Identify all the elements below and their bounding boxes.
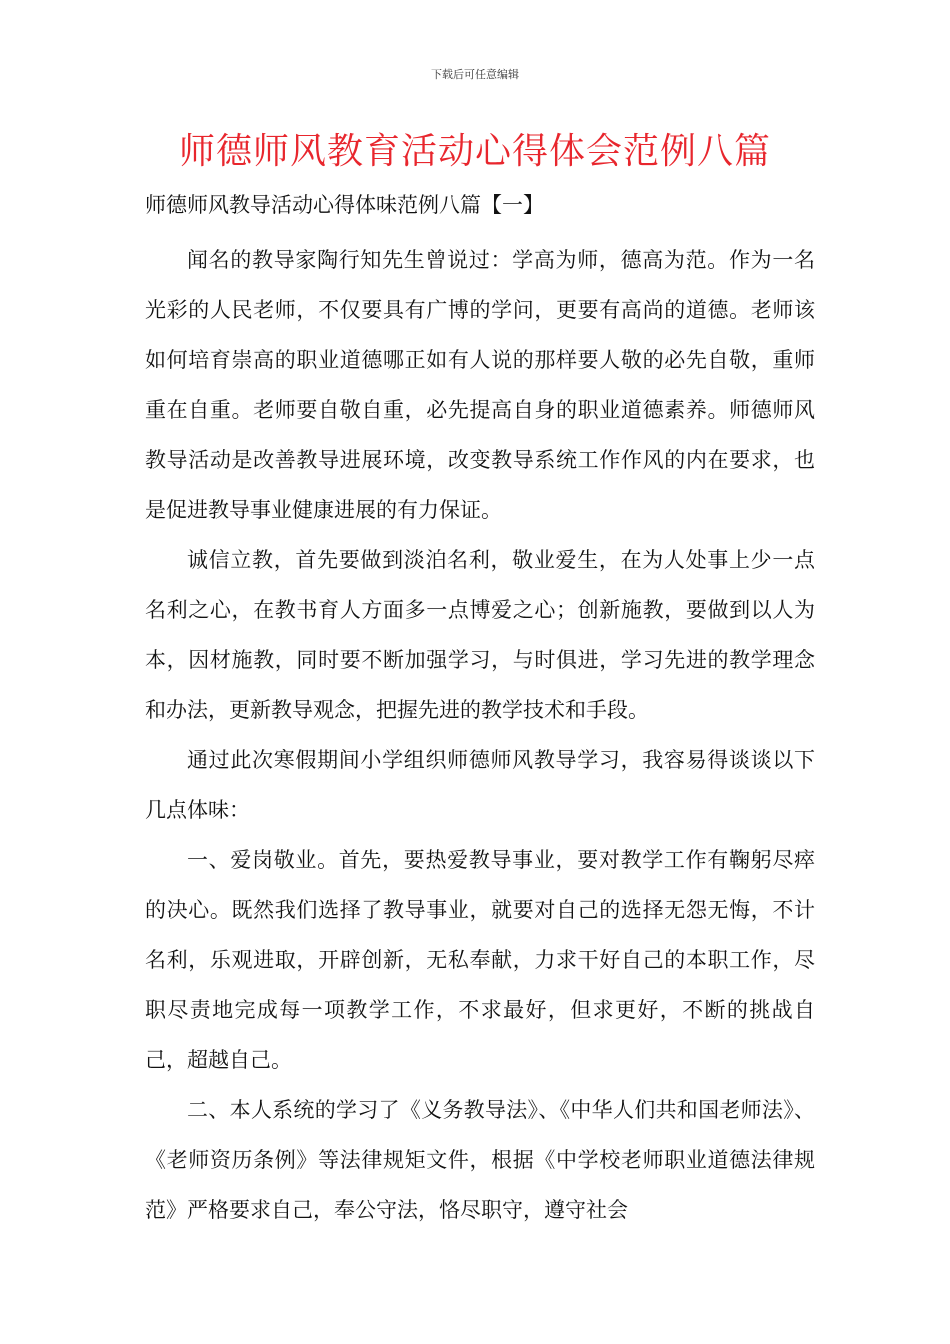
header-note: 下载后可任意编辑 (431, 68, 519, 81)
paragraph-4: 一、爱岗敬业。首先，要热爱教导事业，要对教学工作有鞠躬尽瘁的决心。既然我们选择了教导事业，就要对自己的选择无怨无悔，不计名利，乐观进取，开辟创新，无私奉献，力求干好自己的本职工作，尽职尽责地完成每一项教学工作，不求最好，但求更好，不断的挑战自己，超越自己。 (145, 848, 815, 1072)
paragraph-5: 二、本人系统的学习了《义务教导法》、《中华人们共和国老师法》、《老师资历条例》等法律规矩文件，根据《中学校老师职业道德法律规范》严格要求自己，奉公守法，恪尽职守，遵守社会 (145, 1098, 815, 1222)
paragraph-2: 诚信立教，首先要做到淡泊名利，敬业爱生，在为人处事上少一点名利之心，在教书育人方面多一点博爱之心；创新施教，要做到以人为本，因材施教，同时要不断加强学习，与时俱进，学习先进的教学理念和办法，更新教导观念，把握先进的教学技术和手段。 (145, 548, 815, 722)
document-body (145, 180, 815, 1235)
paragraph-1: 闻名的教导家陶行知先生曾说过：学高为师，德高为范。作为一名光彩的人民老师，不仅要具有广博的学问，更要有高尚的道德。老师该如何培育崇高的职业道德哪正如有人说的那样要人敬的必先自敬，重师重在自重。老师要自敬自重，必先提高自身的职业道德素养。师德师风教导活动是改善教导进展环境，改变教导系统工作作风的内在要求，也是促进教导事业健康进展的有力保证。 (145, 248, 815, 522)
document-title: 师德师风教育活动心得体会范例八篇 (178, 131, 771, 172)
paragraph-3: 通过此次寒假期间小学组织师德师风教导学习，我容易得谈谈以下几点体味： (145, 748, 815, 822)
section-heading: 师德师风教导活动心得体味范例八篇【一】 (145, 193, 544, 217)
